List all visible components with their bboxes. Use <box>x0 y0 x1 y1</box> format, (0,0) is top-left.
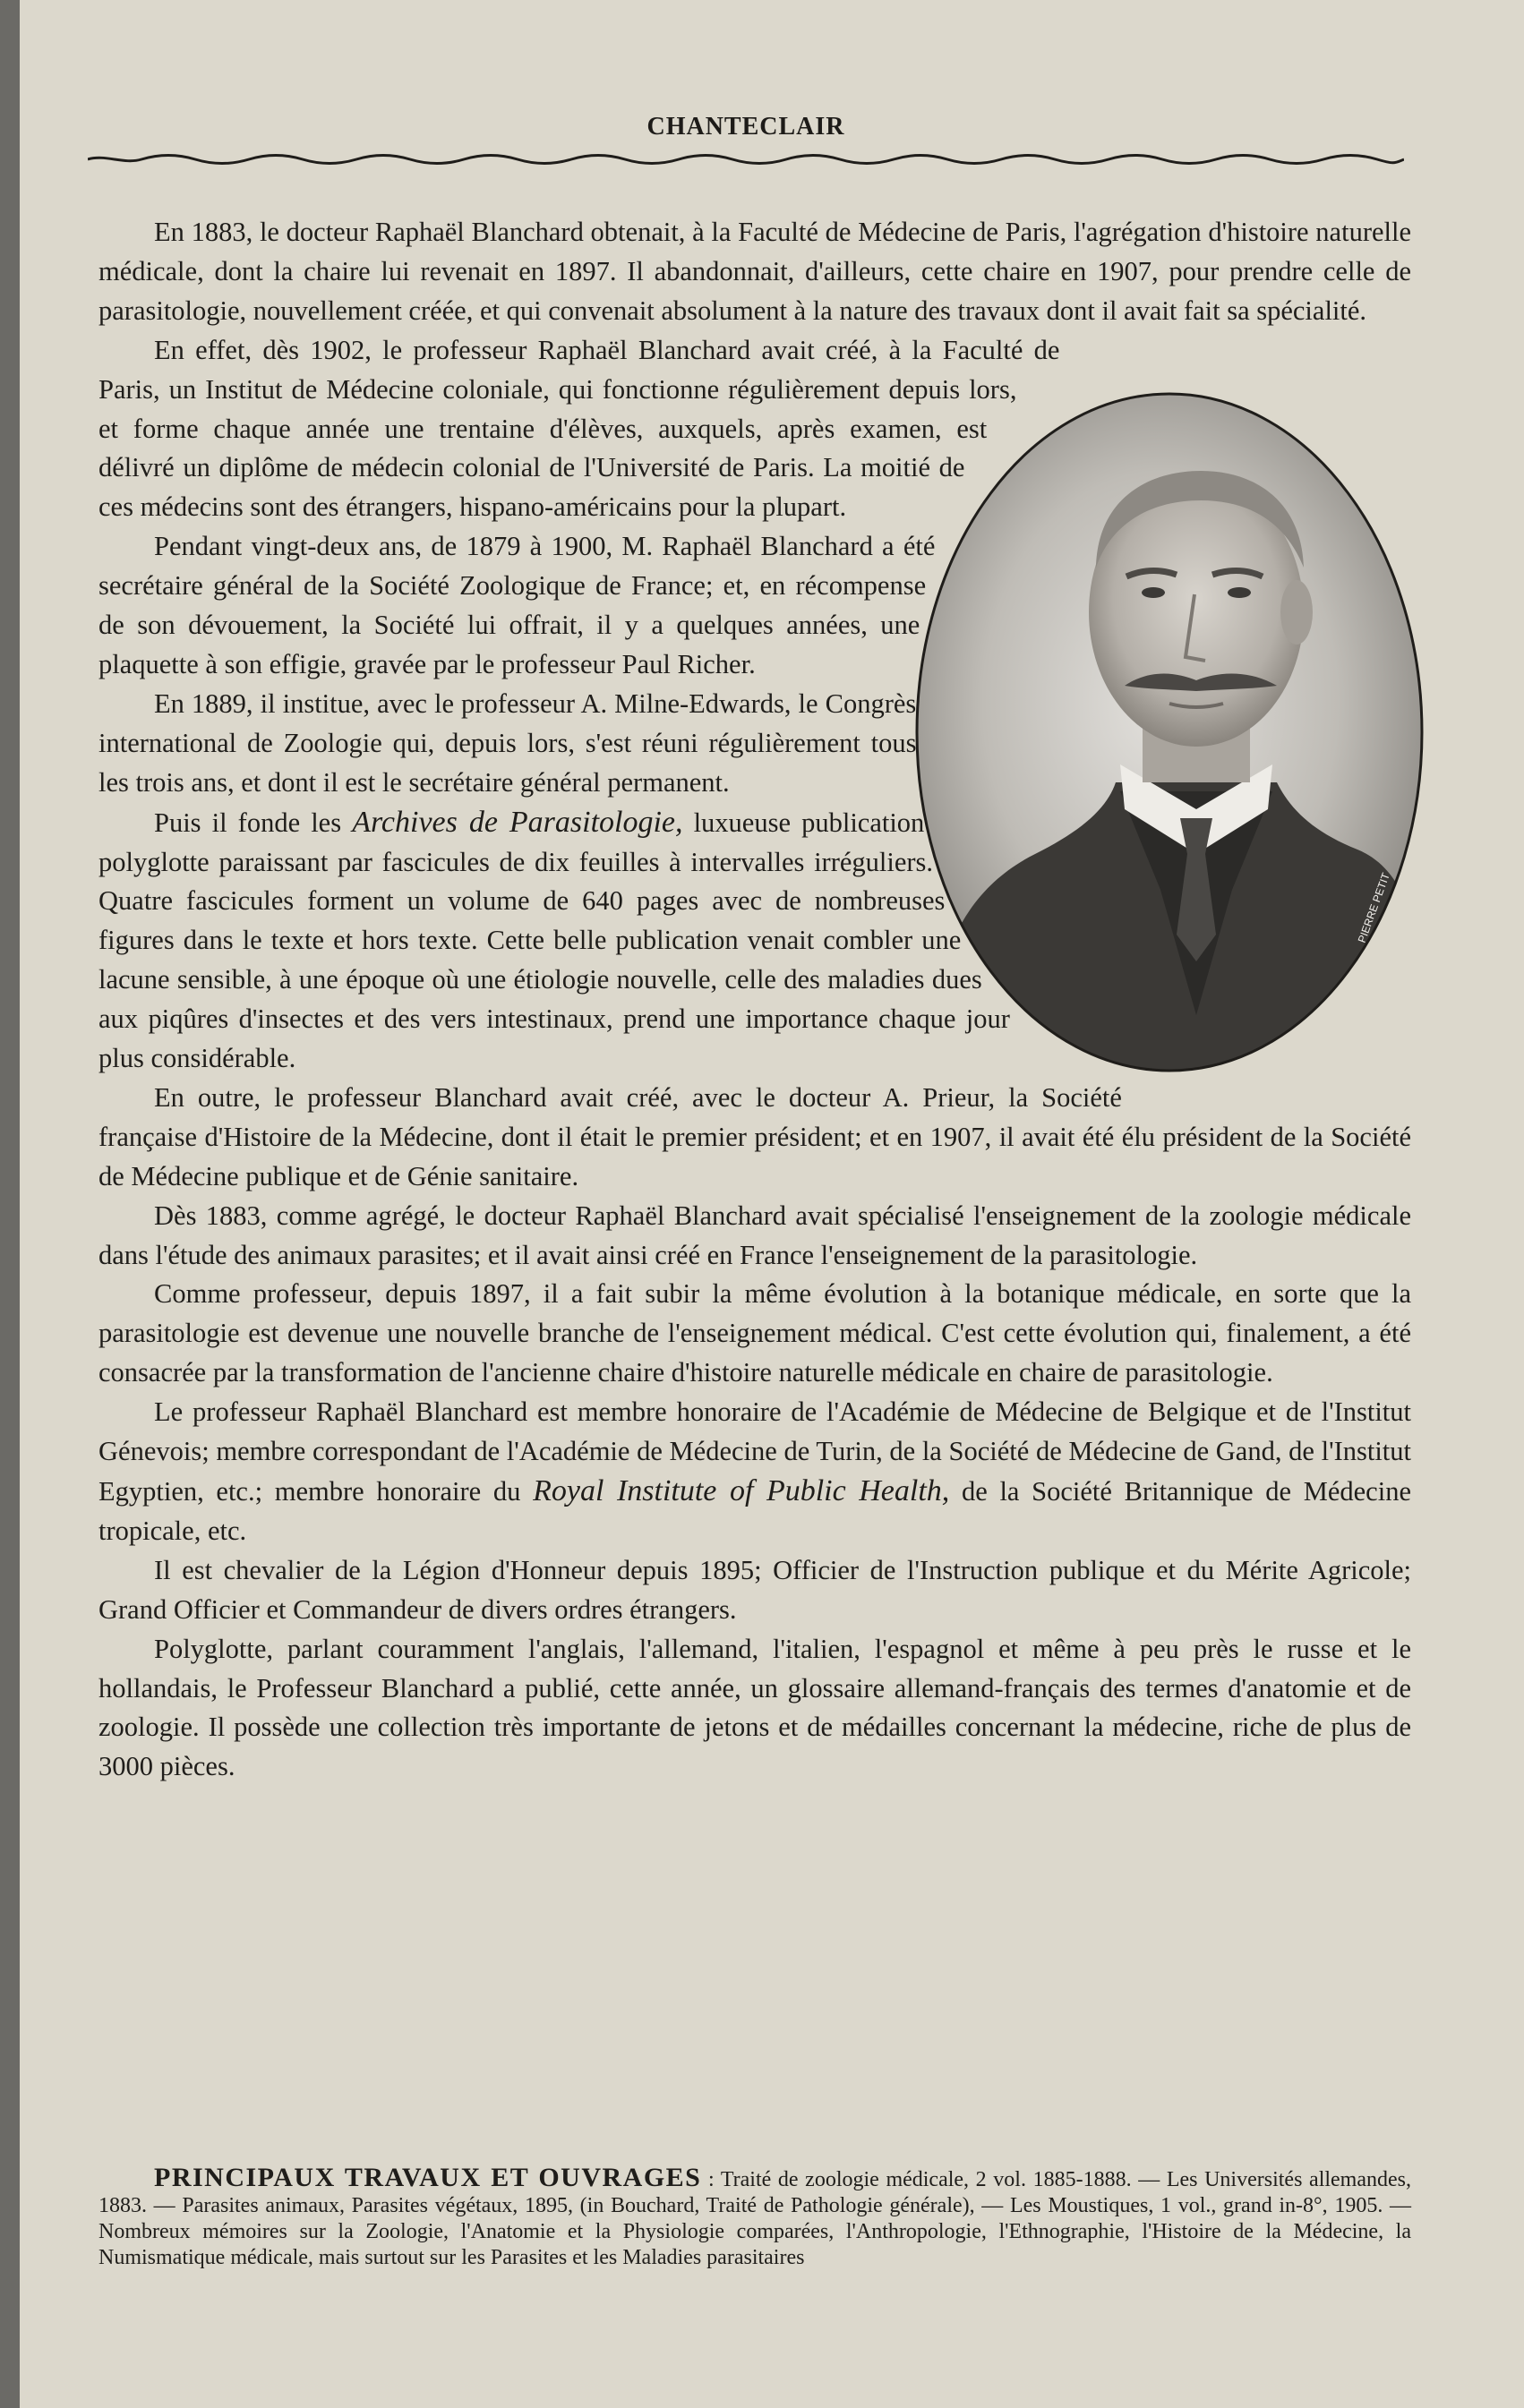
publication-title: Archives de Parasitologie, <box>352 805 683 839</box>
works-list: : Traité de zoologie médicale, 2 vol. 1885-1888. — Les Universités allemandes, 1883. — Parasites animaux, Parasites végétaux, 1895, (in Bouchard, Traité de Pathologie générale), — Les Moustiques, 1 vol., grand in-8°, 1905. — Nombreux mémoires sur la Zoologie, l'Anatomie et la Physiologie comparées, l'Anthropologie, l'Ethnographie, l'Histoire de la Médecine, la Numismatique médicale, mais surtout sur les Parasites et les Maladies parasitaires <box>98 2168 1411 2269</box>
principal-works <box>98 2165 1411 2271</box>
institution-name: Royal Institute of Public Health, <box>533 1474 950 1507</box>
paragraph: Polyglotte, parlant couramment l'anglais, l'allemand, l'italien, l'espagnol et même à peu près le russe et le hollandais, le Professeur Blanchard a publié, cette année, un glossaire allemand-français des termes d'anatomie et de zoologie. Il possède une collection très importante de jetons et de médailles concernant la médecine, riche de plus de 3000 pièces. <box>98 1633 1411 1782</box>
paragraph: En 1883, le docteur Raphaël Blanchard obtenait, à la Faculté de Médecine de Paris, l'agrégation d'histoire naturelle médicale, dont la chaire lui revenait en 1897. Il abandonnait, d'ailleurs, cette chaire en 1907, pour prendre celle de parasitologie, nouvellement créée, et qui convenait absolument à la nature des travaux dont il avait fait sa spécialité. <box>98 217 1411 326</box>
page-content <box>81 0 1411 2408</box>
paragraph: En outre, le professeur Blanchard avait créé, avec le docteur A. Prieur, la Société française d'Histoire de la Médecine, dont il était le premier président; et en 1907, il avait été élu président de la Société de Médecine publique et de Génie sanitaire. <box>98 1081 1411 1191</box>
paragraph: Comme professeur, depuis 1897, il a fait subir la même évolution à la botanique médicale, en sorte que la parasitologie est devenue une nouvelle branche de l'enseignement médical. C'est cette évolution qui, finalement, a été consacrée par la transformation de l'ancienne chaire d'histoire naturelle médicale en chaire de parasitologie. <box>98 1278 1411 1388</box>
paragraph-text: de la Société Britannique de Médecine tropicale, etc. <box>98 1476 1411 1546</box>
article-body <box>98 213 1411 1787</box>
works-heading: PRINCIPAUX TRAVAUX ET OUVRAGES <box>154 2163 702 2192</box>
paragraph-text: Puis il fonde les <box>154 807 353 838</box>
paragraph <box>98 1393 1411 1551</box>
paragraph-text: luxueuse publication polyglotte paraissant par fascicules de dix feuilles à intervalles irréguliers. Quatre fascicules forment un volume de 640 pages avec de nombreuses figures dans le texte et hors texte. Cette belle publication venait combler une lacune sensible, à une époque où une étiologie nouvelle, celle des maladies dues aux piqûres d'insectes et des vers intestinaux, prend une importance chaque jour plus considérable. <box>98 807 1010 1074</box>
paragraph-text: Le professeur Raphaël Blanchard est membre honoraire de l'Académie de Médecine de Belgique et de l'Institut Génevois; membre correspondant de l'Académie de Médecine de Turin, de la Société de Médecine de Gand, de l'Institut Egyptien, etc.; membre honoraire du <box>98 1396 1411 1507</box>
paragraph: Dès 1883, comme agrégé, le docteur Raphaël Blanchard avait spécialisé l'enseignement de la zoologie médicale dans l'étude des animaux parasites; et il avait ainsi créé en France l'enseignement de la parasitologie. <box>98 1200 1411 1270</box>
paragraph: Pendant vingt-deux ans, de 1879 à 1900, M. Raphaël Blanchard a été secrétaire général de la Société Zoologique de France; et, en récompense de son dévouement, la Société lui offrait, il y a quelques années, une plaquette à son effigie, gravée par le professeur Paul Richer. <box>98 531 936 679</box>
photographer-signature: PIERRE PETIT <box>1355 870 1392 944</box>
paragraph: Il est chevalier de la Légion d'Honneur depuis 1895; Officier de l'Instruction publique et du Mérite Agricole; Grand Officier et Commandeur de divers ordres étrangers. <box>98 1554 1411 1625</box>
page <box>20 0 1524 2408</box>
wavy-rule <box>88 147 1404 170</box>
running-title: CHANTECLAIR <box>646 113 845 141</box>
paragraph: En effet, dès 1902, le professeur Raphaël Blanchard avait créé, à la Faculté de Paris, un Institut de Médecine coloniale, qui fonctionne régulièrement depuis lors, et forme chaque année une trentaine d'élèves, auxquels, après examen, est délivré un diplôme de médecin colonial de l'Université de Paris. La moitié de ces médecins sont des étrangers, hispano-américains pour la plupart. <box>98 334 1060 523</box>
paragraph: En 1889, il institue, avec le professeur A. Milne-Edwards, le Congrès international de Zoologie qui, depuis lors, s'est réuni régulièrement tous les trois ans, et dont il est le secrétaire général permanent. <box>98 687 917 798</box>
